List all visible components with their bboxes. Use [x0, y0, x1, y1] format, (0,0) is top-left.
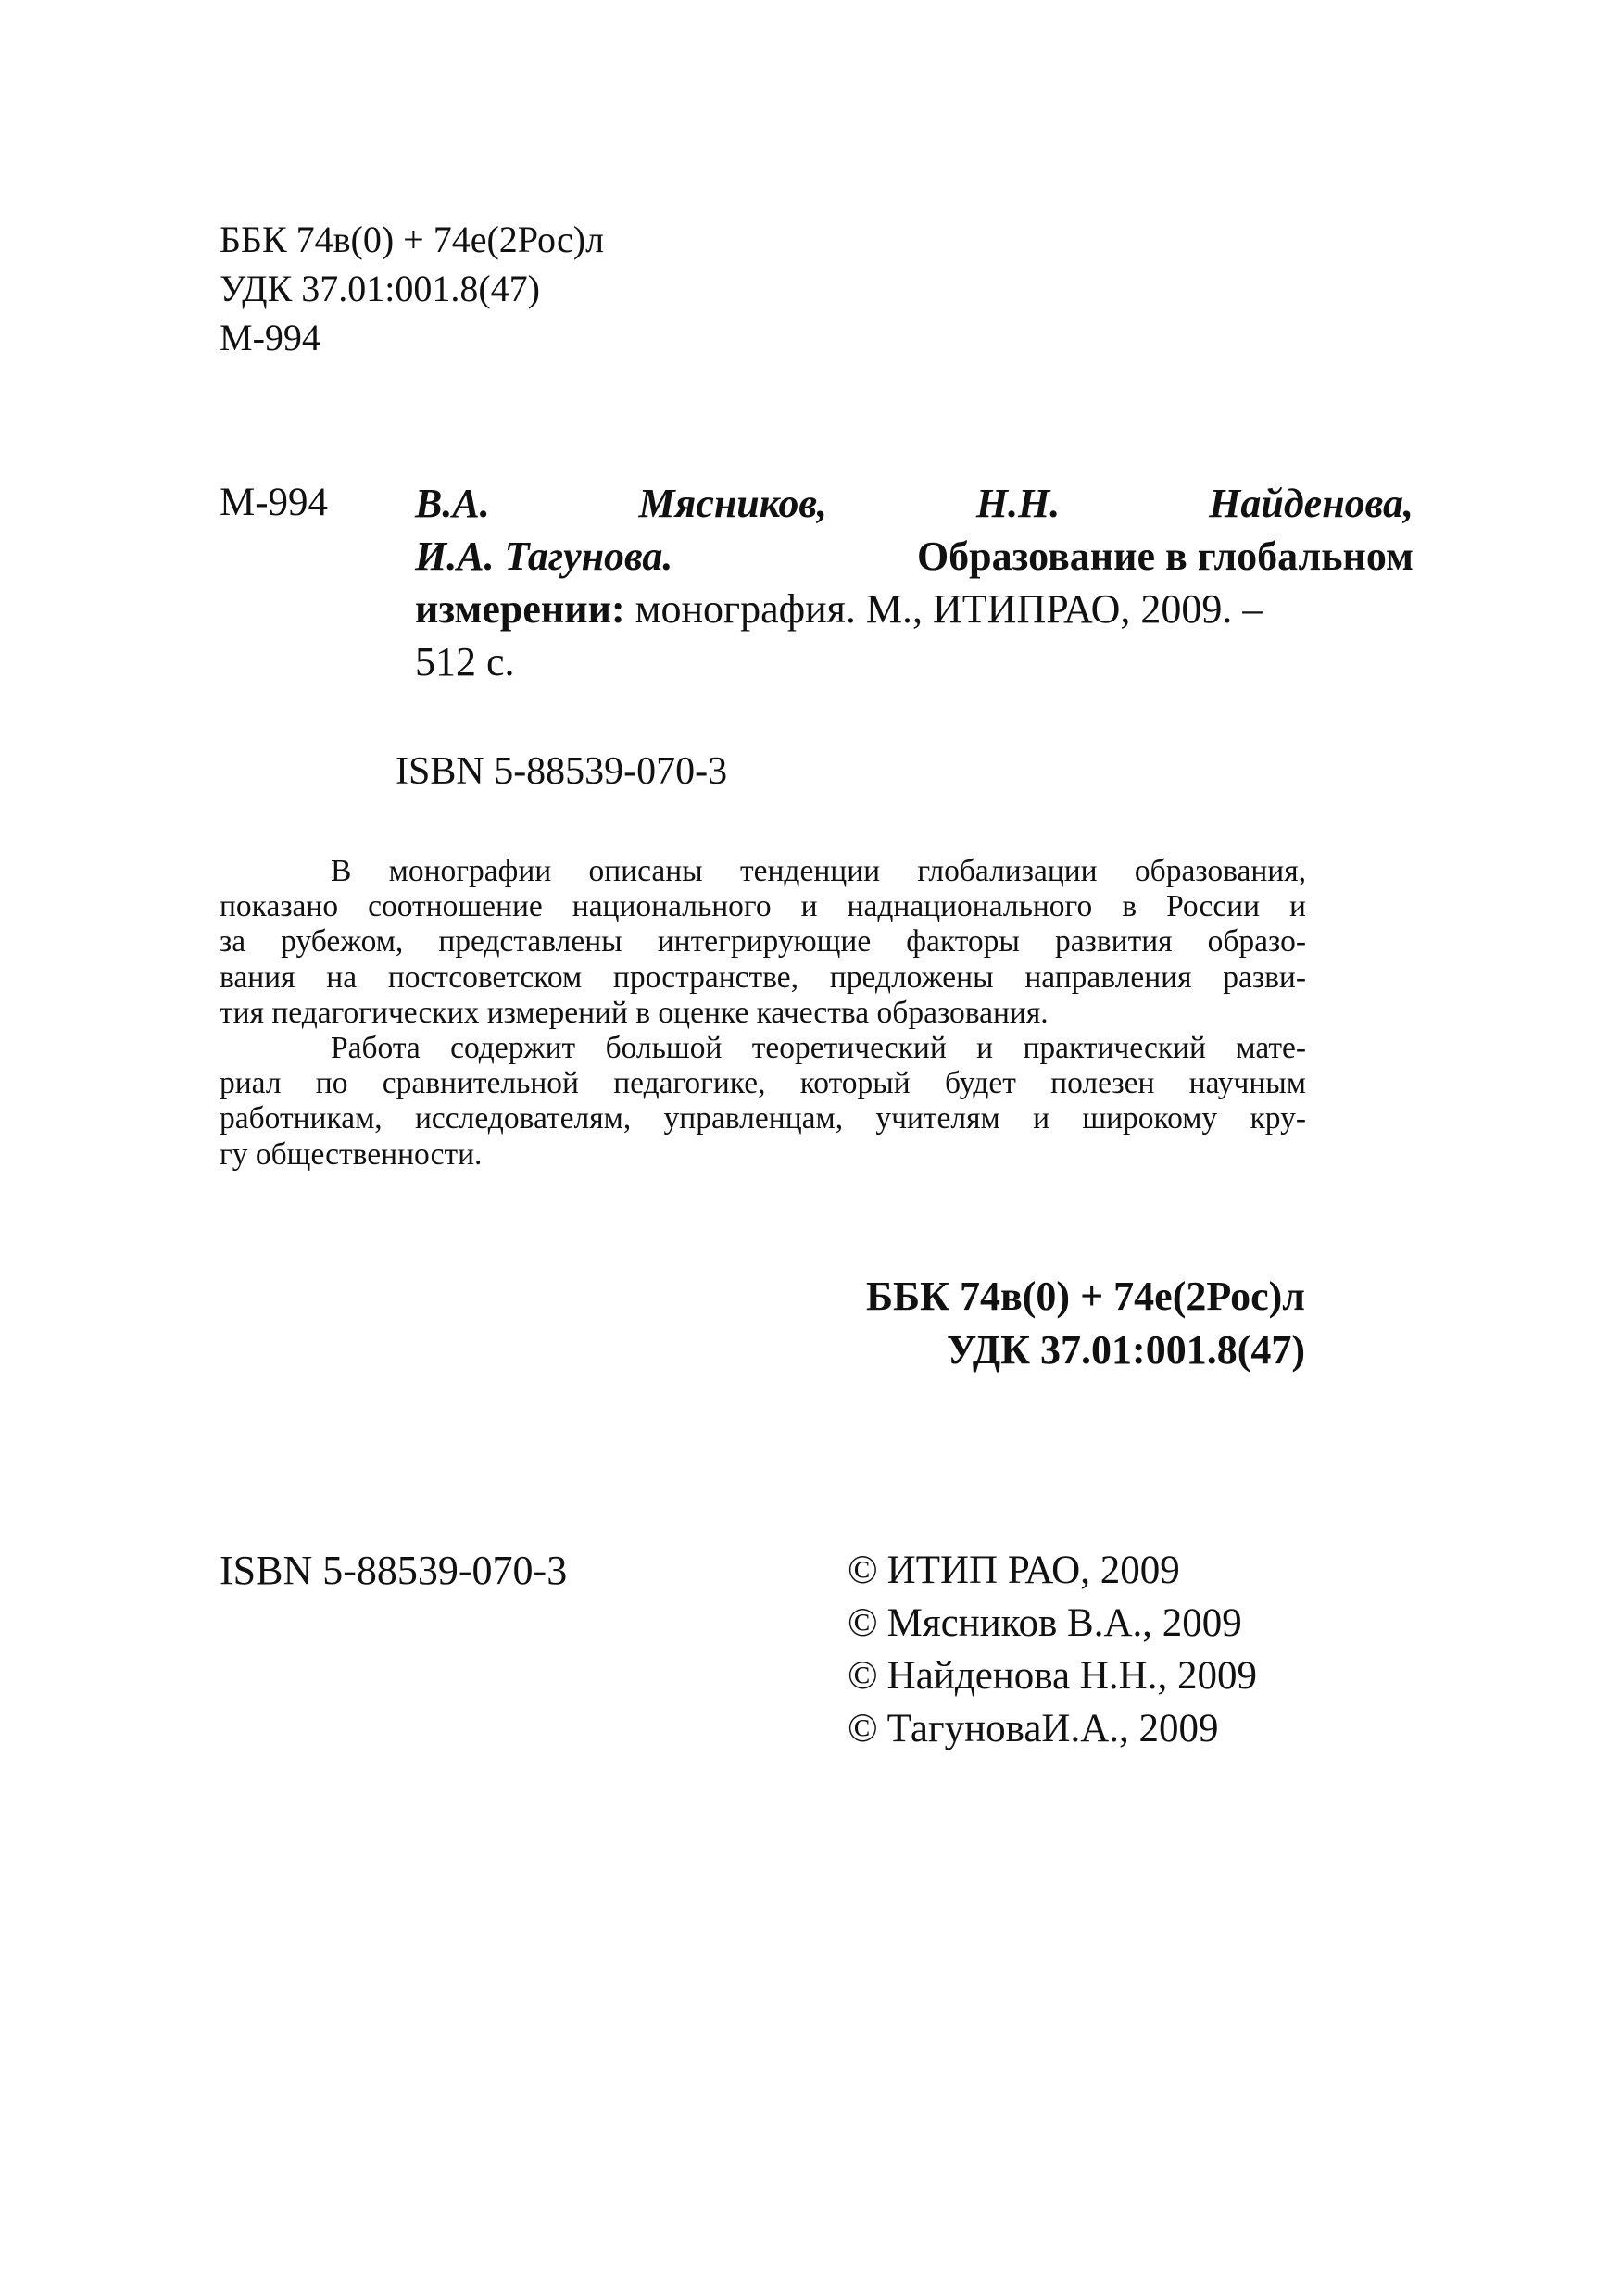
copyright-notices: [848, 1544, 1257, 1755]
record-line-authors: [415, 477, 1414, 530]
annotation-line: вания на постсоветском пространстве, предложены направления разви-: [220, 960, 1306, 995]
copyright-holder: ИТИП РАО, 2009: [886, 1549, 1180, 1592]
copyright-holder: Найденова Н.Н., 2009: [886, 1654, 1257, 1698]
annotation-line: В монографии описаны тенденции глобализации образования,: [331, 854, 1306, 888]
copyright-symbol-icon: ©: [848, 1549, 878, 1592]
annotation-line: показано соотношение национального и наднационального в России и: [220, 889, 1306, 924]
book-title-part1: Образование в глобальном: [916, 533, 1414, 579]
author1-surname: Мясников,: [638, 481, 828, 526]
page-count: 512 с.: [415, 639, 515, 684]
author2-surname: Найденова,: [1209, 481, 1414, 526]
copyright-holder: Мясников В.А., 2009: [886, 1601, 1242, 1645]
author1-initials: В.А.: [415, 481, 490, 526]
record-isbn: ISBN 5-88539-070-3: [396, 750, 728, 793]
bottom-isbn: ISBN 5-88539-070-3: [220, 1548, 568, 1593]
copyright-symbol-icon: ©: [848, 1601, 878, 1645]
copyright-symbol-icon: ©: [848, 1654, 878, 1698]
bold-udk-code: УДК 37.01:001.8(47): [947, 1327, 1305, 1373]
record-line-title: [415, 530, 1414, 583]
copyright-line: [848, 1597, 1257, 1650]
copyright-symbol-icon: ©: [848, 1707, 878, 1750]
bold-bbk-code: ББК 74в(0) + 74е(2Рос)л: [865, 1273, 1305, 1319]
annotation-line: тия педагогических измерений в оценке качества образования.: [220, 995, 1049, 1030]
publication-details: монография. М., ИТИПРАО, 2009. –: [635, 586, 1263, 632]
top-author-sign: М-994: [220, 317, 320, 358]
annotation-line: работникам, исследователям, управленцам, учителям и широкому кру-: [220, 1101, 1306, 1136]
top-bbk-code: ББК 74в(0) + 74е(2Рос)л: [220, 219, 605, 260]
annotation-line: риал по сравнительной педагогике, который будет полезен научным: [220, 1066, 1306, 1101]
annotation: [220, 854, 1306, 1173]
annotation-line: гу общественности.: [220, 1136, 483, 1172]
copyright-line: [848, 1702, 1257, 1755]
bibliographic-record: [415, 477, 1414, 688]
copyright-holder: ТагуноваИ.А., 2009: [886, 1707, 1219, 1750]
bold-catalog-index: [866, 1270, 1305, 1377]
copyright-line: [848, 1650, 1257, 1702]
copyright-line: [848, 1544, 1257, 1597]
top-catalog-index: [220, 215, 604, 362]
annotation-line: Работа содержит большой теоретический и практический мате-: [331, 1030, 1306, 1065]
author2-initials: Н.Н.: [975, 481, 1061, 526]
author3-name: И.А. Тагунова.: [415, 533, 673, 579]
record-line-pages: [415, 635, 1414, 688]
record-author-sign: М-994: [220, 481, 329, 524]
record-line-details: [415, 583, 1414, 635]
top-udk-code: УДК 37.01:001.8(47): [220, 268, 540, 309]
book-title-part2: измерении:: [415, 586, 625, 632]
annotation-line: за рубежом, представлены интегрирующие факторы развития образо-: [220, 924, 1306, 960]
